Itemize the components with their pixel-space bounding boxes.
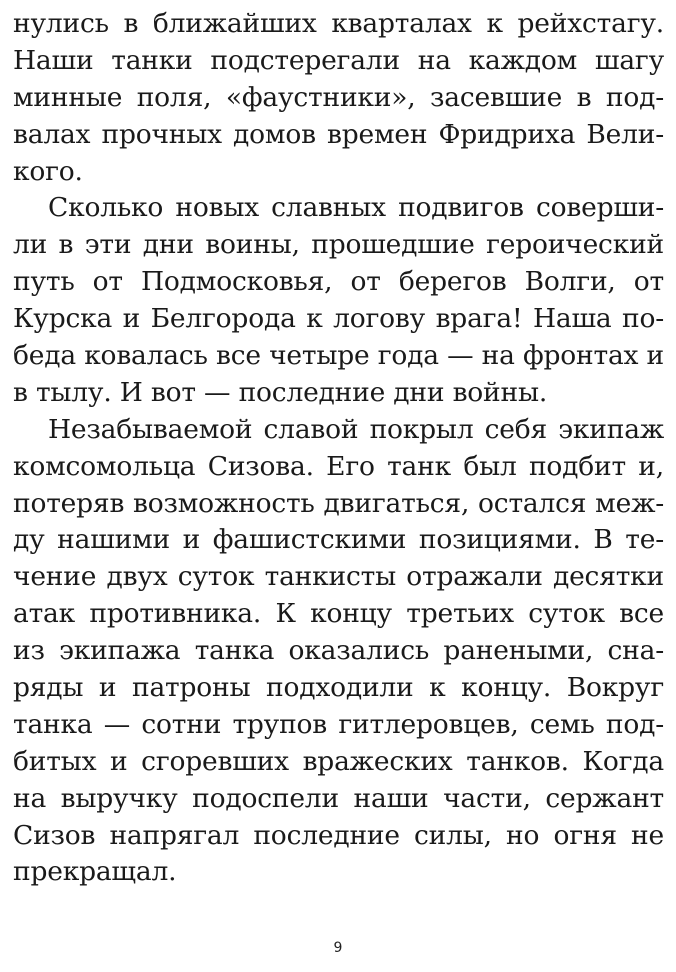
paragraph-2 xyxy=(13,190,664,411)
paragraph-1 xyxy=(13,6,664,190)
text-line: ли в эти дни воины, прошедшие героический xyxy=(13,229,664,261)
text-line: Наши танки подстерегали на каждом шагу xyxy=(13,44,664,76)
text-line: валах прочных домов времен Фридриха Вели- xyxy=(13,118,664,150)
body-text xyxy=(13,6,664,891)
text-line: чение двух суток танкисты отражали десятки xyxy=(13,561,664,593)
text-line: Сколько новых славных подвигов соверши- xyxy=(48,192,664,224)
text-line: путь от Подмосковья, от берегов Волги, от xyxy=(13,266,664,298)
text-line: нулись в ближайших кварталах к рейхстагу. xyxy=(13,8,664,39)
page-number: 9 xyxy=(333,940,343,956)
text-line: Курска и Белгорода к логову врага! Наша по- xyxy=(13,303,664,335)
text-line: беда ковалась все четыре года — на фронтах и xyxy=(13,340,664,372)
text-line: Незабываемой славой покрыл себя экипаж xyxy=(48,413,664,445)
paragraph-3 xyxy=(13,412,664,892)
text-line: потеряв возможность двигаться, остался меж- xyxy=(13,487,664,519)
text-line: на выручку подоспели наши части, сержант xyxy=(13,782,664,814)
text-line: атак противника. К концу третьих суток все xyxy=(13,598,664,630)
text-line: комсомольца Сизова. Его танк был подбит и, xyxy=(13,450,664,482)
text-line: битых и сгоревших вражеских танков. Когда xyxy=(13,745,664,777)
text-line: минные поля, «фаустники», засевшие в под- xyxy=(13,81,664,113)
text-line: кого. xyxy=(13,155,83,187)
text-line: Сизов напрягал последние силы, но огня не xyxy=(13,819,664,851)
text-line: ряды и патроны подходили к концу. Вокруг xyxy=(13,672,664,704)
text-line: прекращал. xyxy=(13,856,177,888)
text-line: из экипажа танка оказались ранеными, сна- xyxy=(13,635,664,667)
text-line: танка — сотни трупов гитлеровцев, семь под- xyxy=(13,708,664,740)
text-line: в тылу. И вот — последние дни войны. xyxy=(13,376,548,408)
text-line: ду нашими и фашистскими позициями. В те- xyxy=(13,524,664,556)
